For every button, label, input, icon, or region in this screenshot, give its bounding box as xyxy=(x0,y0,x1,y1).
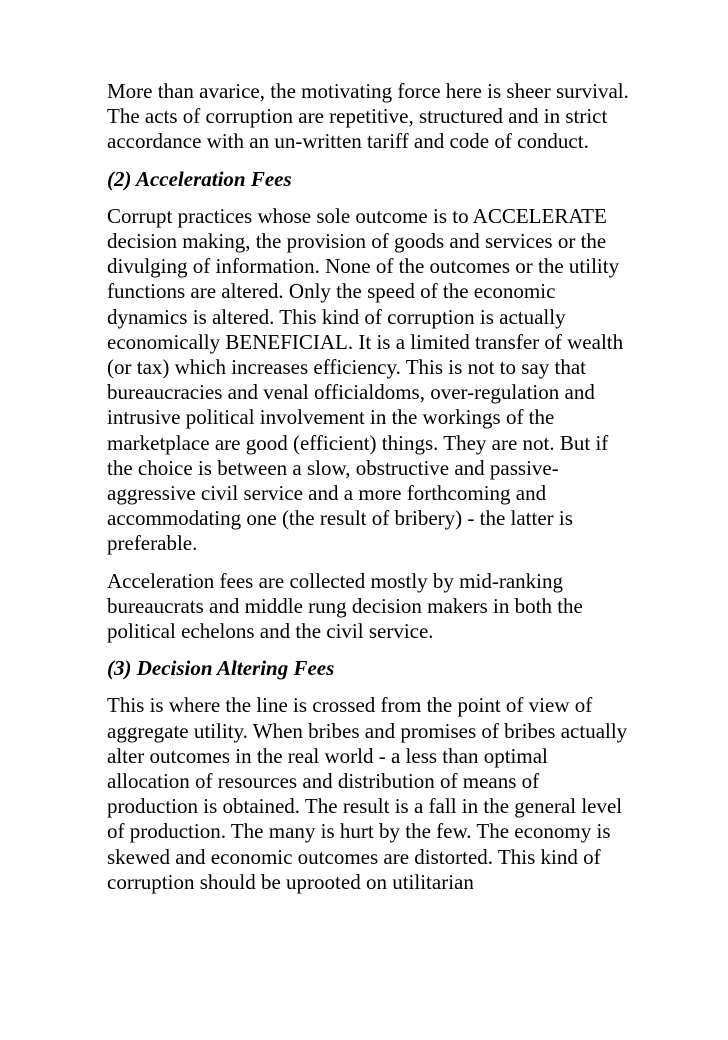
heading-decision-altering-fees: (3) Decision Altering Fees xyxy=(107,656,335,681)
paragraph-decision-altering: This is where the line is crossed from the point of view of aggregate utility. When bribes and promises of bribes actually alter outcomes in the real world - a less than optimal allocation of resources and distribution of means of production is obtained. The result is a fall in the general level of production. The many is hurt by the few. The economy is skewed and economic outcomes are distorted. This kind of corruption should be uprooted on utilitarian xyxy=(107,693,628,894)
heading-acceleration-fees: (2) Acceleration Fees xyxy=(107,166,292,191)
paragraph-survival: More than avarice, the motivating force here is sheer survival. The acts of corruption are repetitive, structured and in strict accordance with an un-written tariff and code of conduct. xyxy=(107,79,629,154)
paragraph-acceleration-collectors: Acceleration fees are collected mostly by mid-ranking bureaucrats and middle rung decision makers in both the political echelons and the civil service. xyxy=(107,568,583,644)
document-page xyxy=(107,79,629,907)
paragraph-acceleration-definition: Corrupt practices whose sole outcome is to ACCELERATE decision making, the provision of goods and services or the divulging of information. None of the outcomes or the utility functions are altered. Only the speed of the economic dynamics is altered. This kind of corruption is actually economically BENEFICIAL. It is a limited transfer of wealth (or tax) which increases efficiency. This is not to say that bureaucracies and venal officialdoms, over-regulation and intrusive political involvement in the workings of the marketplace are good (efficient) things. They are not. But if the choice is between a slow, obstructive and passive-aggressive civil service and a more forthcoming and accommodating one (the result of bribery) - the latter is preferable. xyxy=(107,203,624,556)
